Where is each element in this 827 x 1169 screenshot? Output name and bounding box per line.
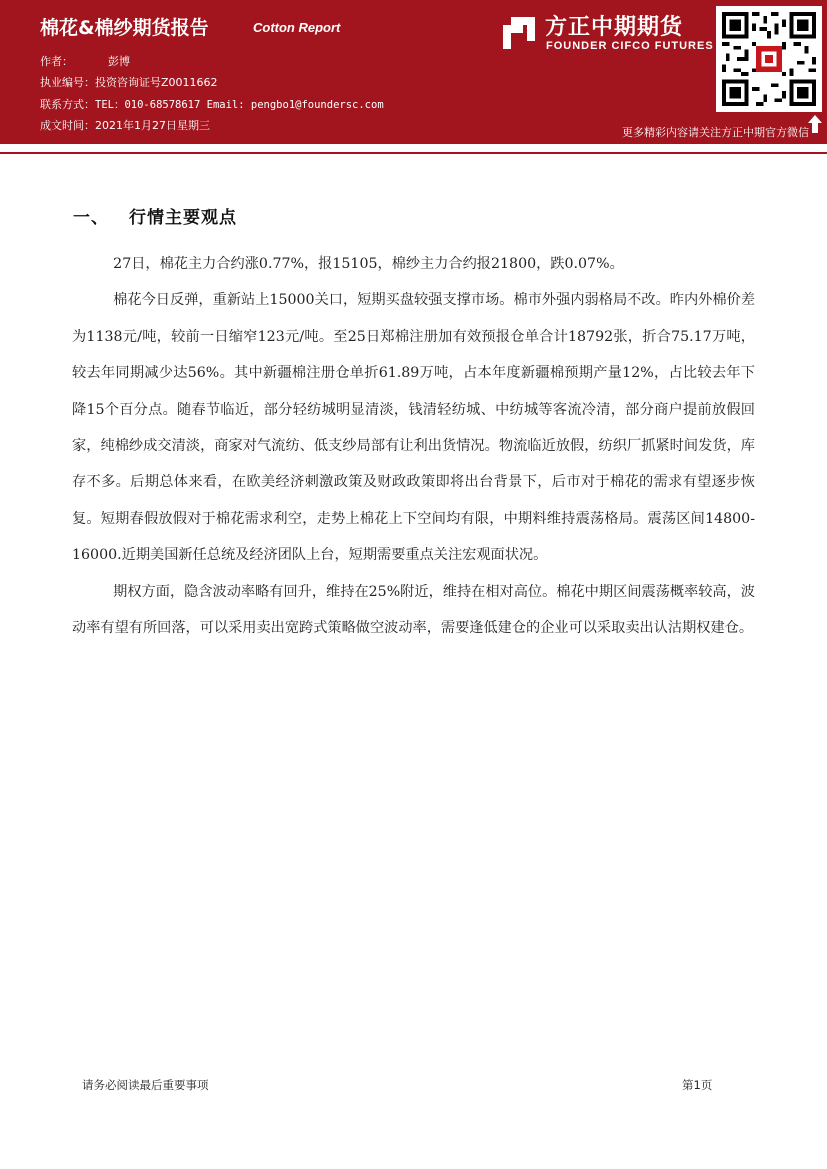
author-name: 彭博 bbox=[108, 55, 130, 68]
author-label: 作者： bbox=[40, 55, 73, 68]
license-number: 投资咨询证号Z0011662 bbox=[95, 76, 218, 89]
date-line bbox=[40, 117, 210, 133]
logo-text-en: FOUNDER CIFCO FUTURES bbox=[546, 40, 714, 52]
section-heading bbox=[73, 203, 237, 228]
page-number: 第1页 bbox=[682, 1078, 713, 1092]
contact-line bbox=[40, 96, 384, 112]
section-number: 一、 bbox=[73, 208, 109, 228]
paragraph-2: 棉花今日反弹，重新站上15000关口，短期买盘较强支撑市场。棉市外强内弱格局不改。昨内外棉价差为1138元/吨，较前一日缩窄123元/吨。至25日郑棉注册加有效预报仓单合计18792张，折合75.17万吨，较去年同期减少达56%。其中新疆棉注册仓单折61.89万吨，占本年度新疆棉预期产量12%，占比较去年下降15个百分点。随春节临近，部分轻纺城明显清淡，钱清轻纺城、中纺城等客流冷清，部分商户提前放假回家，纯棉纱成交清淡，商家对气流纺、低支纱局部有让利出货情况。物流临近放假，纺织厂抓紧时间发货，库存不多。后期总体来看，在欧美经济刺激政策及财政政策即将出台背景下，后市对于棉花的需求有望逐步恢复。短期春假放假对于棉花需求利空，走势上棉花上下空间均有限，中期料维持震荡格局。震荡区间14800-16000.近期美国新任总统及经济团队上台，短期需要重点关注宏观面状况。 bbox=[72, 292, 755, 564]
report-header bbox=[0, 0, 827, 142]
author-line bbox=[40, 53, 130, 69]
founder-logo-icon bbox=[501, 15, 537, 51]
report-title: 棉花&棉纱期货报告 bbox=[40, 17, 209, 39]
date-label: 成文时间： bbox=[40, 119, 95, 132]
section-title: 行情主要观点 bbox=[129, 208, 237, 228]
report-body bbox=[72, 246, 755, 646]
follow-wechat-text: 更多精彩内容请关注方正中期官方微信 bbox=[622, 126, 809, 139]
footer-notice: 请务必阅读最后重要事项 bbox=[82, 1078, 209, 1092]
report-title-en: Cotton Report bbox=[253, 20, 341, 35]
header-rule-bottom bbox=[0, 152, 827, 154]
wechat-qr-code bbox=[716, 6, 822, 112]
logo-text-cn: 方正中期期货 bbox=[545, 15, 684, 40]
report-date: 2021年1月27日星期三 bbox=[95, 119, 210, 132]
paragraph-1: 27日，棉花主力合约涨0.77%，报15105，棉纱主力合约报21800，跌0.07%。 bbox=[113, 256, 624, 272]
contact-label: 联系方式： bbox=[40, 98, 95, 111]
license-line bbox=[40, 74, 218, 90]
contact-info: TEL：010-68578617 Email: pengbo1@foundersc.com bbox=[95, 99, 384, 111]
header-rule-top bbox=[0, 142, 827, 144]
license-label: 执业编号： bbox=[40, 76, 95, 89]
up-arrow-icon bbox=[807, 114, 823, 134]
paragraph-3: 期权方面，隐含波动率略有回升，维持在25%附近，维持在相对高位。棉花中期区间震荡概率较高，波动率有望有所回落，可以采用卖出宽跨式策略做空波动率，需要逢低建仓的企业可以采取卖出认沽期权建仓。 bbox=[72, 583, 755, 637]
